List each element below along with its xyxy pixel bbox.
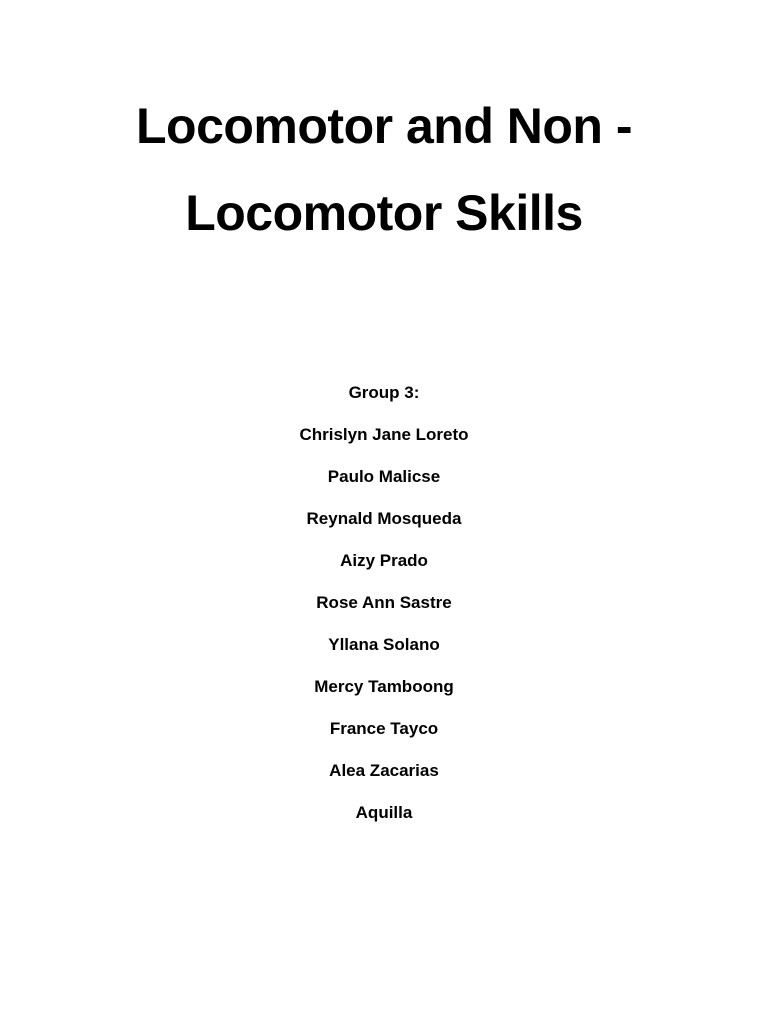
group-label: Group 3: [348,383,420,402]
group-members-list [0,380,768,842]
member-name: Mercy Tamboong [314,677,454,696]
member-name: Yllana Solano [328,635,440,654]
title-line-1: Locomotor and Non - [136,98,632,154]
member-name: Aquilla [355,803,413,822]
member-name: Reynald Mosqueda [306,509,462,528]
member-name: Paulo Malicse [327,467,441,486]
member-name: Rose Ann Sastre [316,593,452,612]
member-name: Aizy Prado [340,551,428,570]
member-name: Chrislyn Jane Loreto [299,425,469,444]
title-line-2: Locomotor Skills [185,185,583,241]
member-name: Alea Zacarias [329,761,439,780]
member-name: France Tayco [329,719,439,738]
document-title [0,98,768,272]
